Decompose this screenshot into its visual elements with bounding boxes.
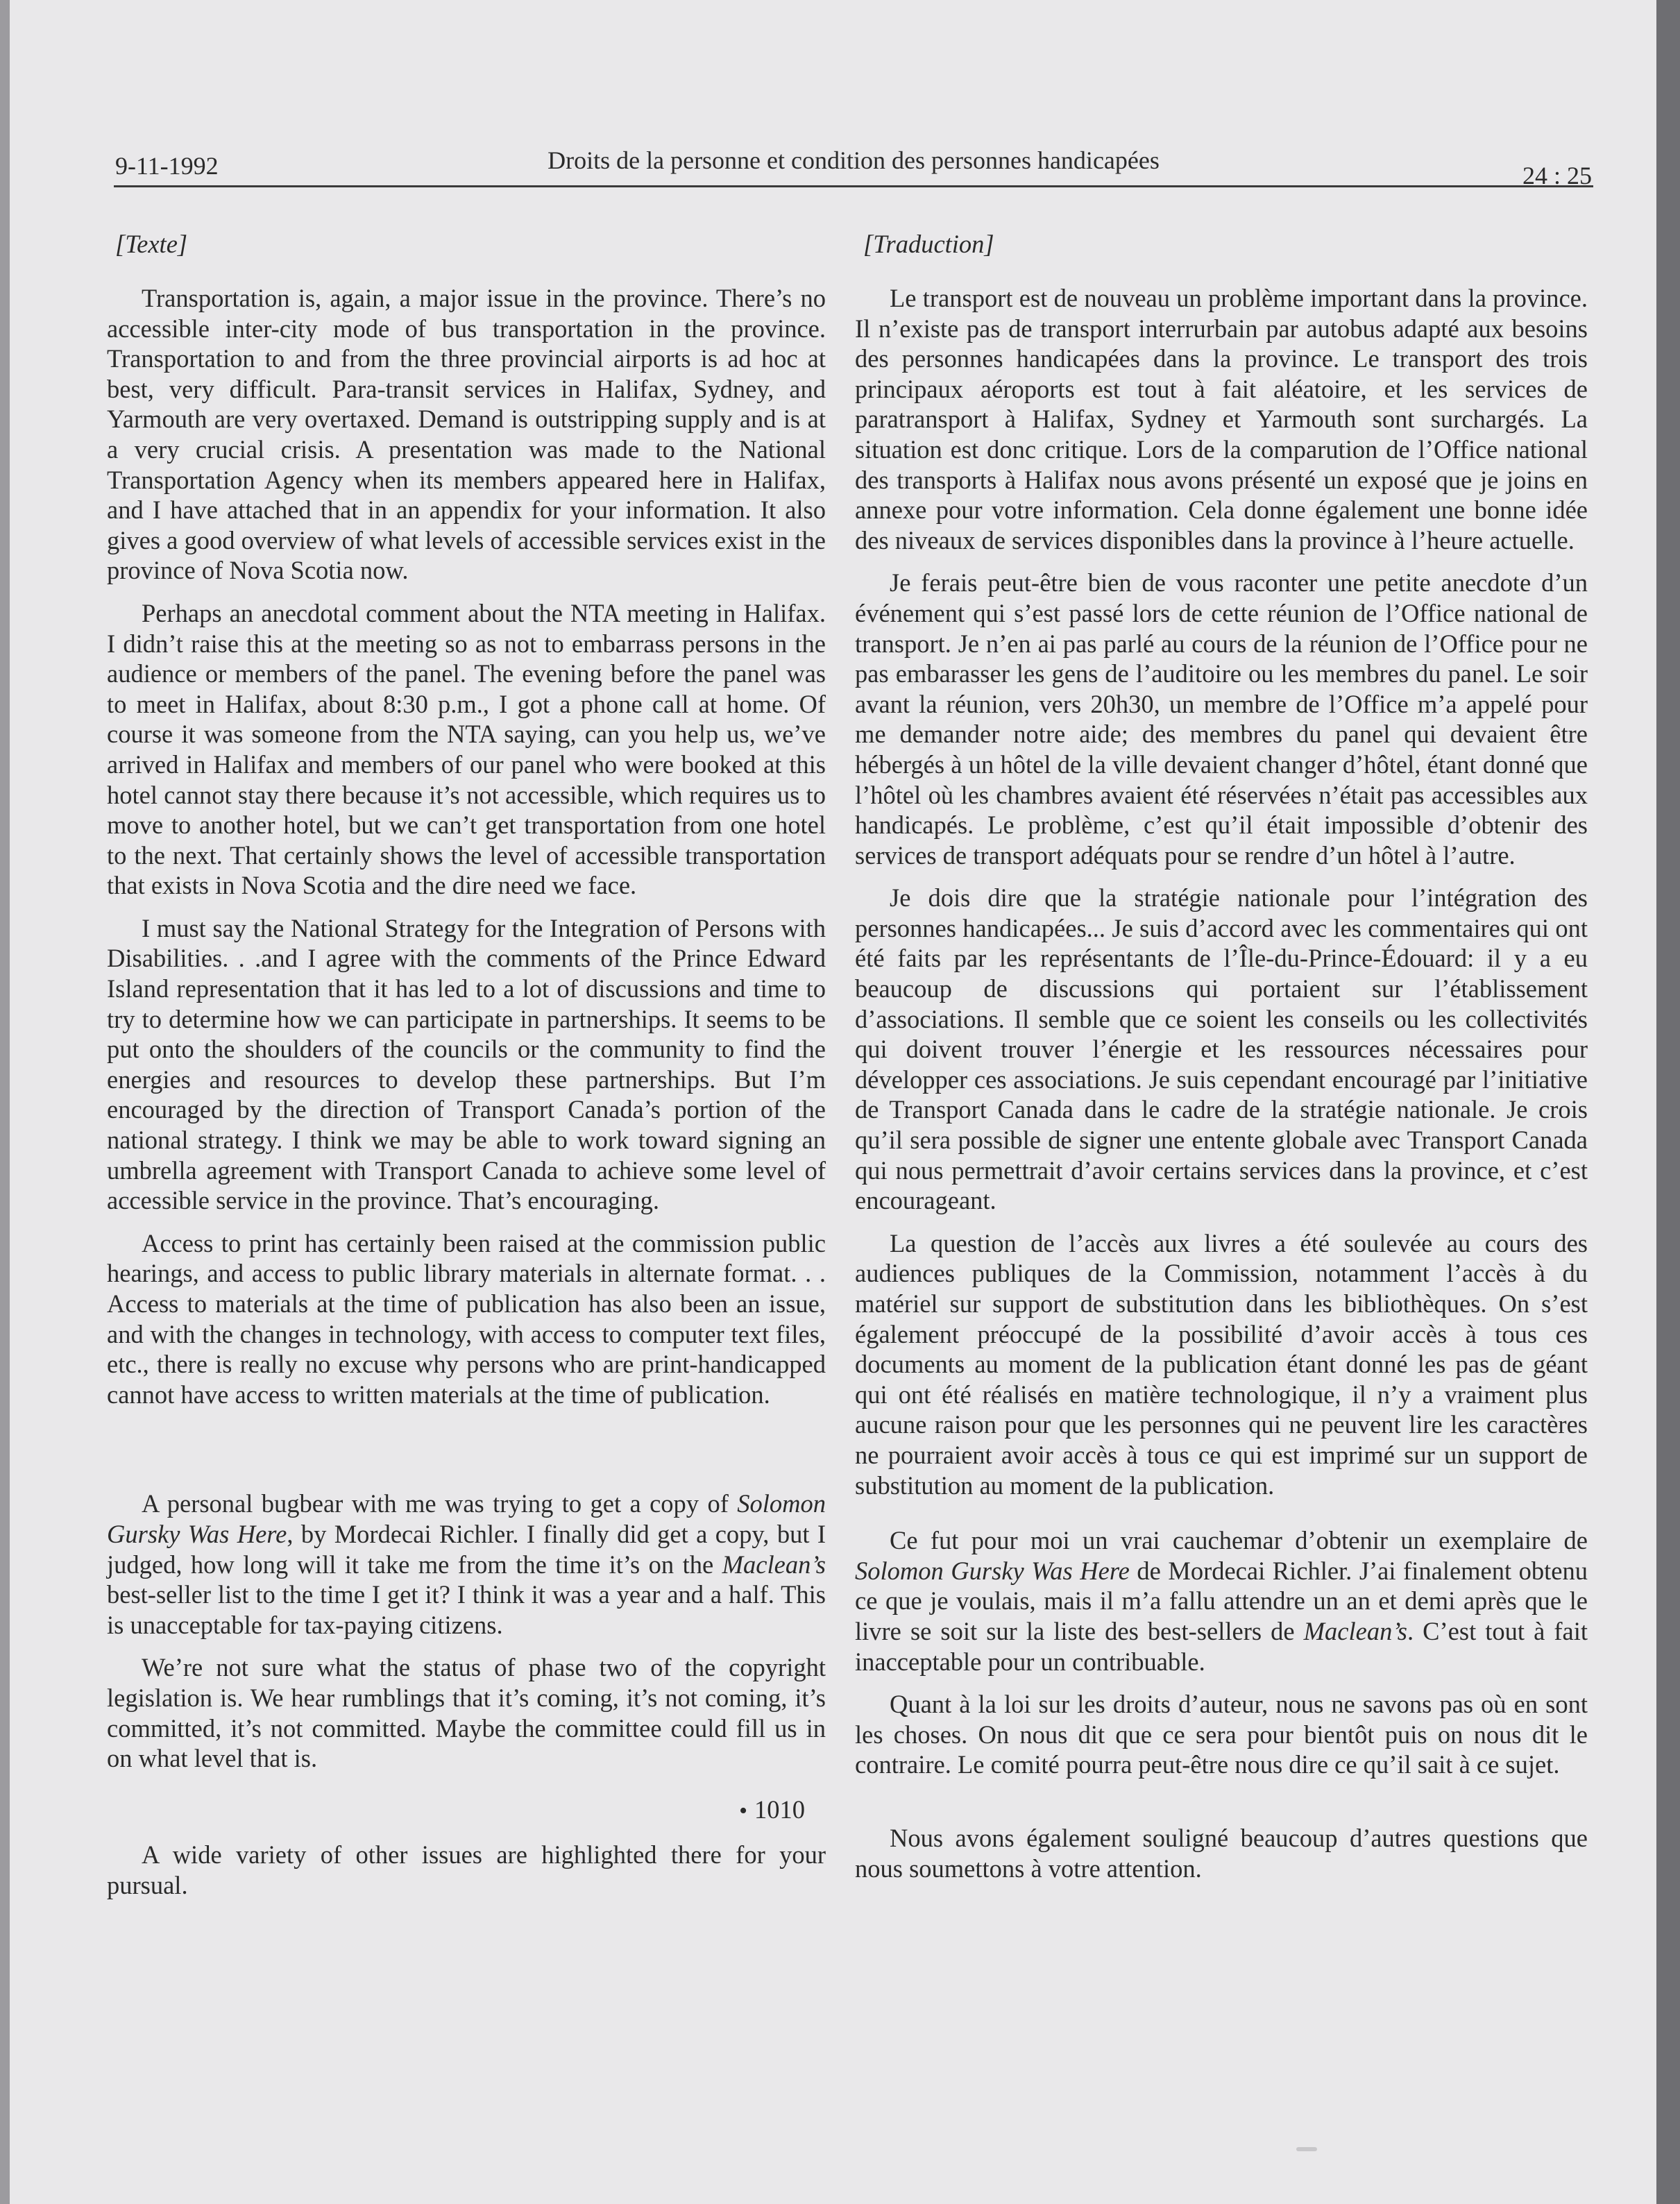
english-p5-text-b: , by Mordecai Richler. I finally did get a copy, but I judged, how long will it take me from the time it’s on the [107, 1519, 826, 1579]
french-p5-text-b: de Mordecai Richler. J’ai finalement obtenu ce que je voulais, mais il m’a fallu attendre un an et demi après que le livre se soit sur la liste des best-sellers de [855, 1556, 1588, 1645]
english-magazine-title: Maclean’s [722, 1550, 826, 1579]
english-paragraph-7: A wide variety of other issues are highlighted there for your pursual. [107, 1840, 826, 1899]
english-paragraph-2: Perhaps an anecdotal comment about the NTA meeting in Halifax. I didn’t raise this at the meeting so as not to embarrass persons in the audience or members of the panel. The evening before the panel was to meet in Halifax, about 8:30 p.m., I got a phone call at home. Of course it was someone from the NTA saying, can you help us, we’ve arrived in Halifax and members of our panel who were booked at this hotel cannot stay there because it’s not accessible, which requires us to move to another hotel, but we can’t get transportation from one hotel to the next. That certainly shows the level of accessible transportation that exists in Nova Scotia and the dire need we face. [107, 598, 826, 900]
english-p5-text-a: A personal bugbear with me was trying to get a copy of [142, 1489, 738, 1518]
french-paragraph-1: Le transport est de nouveau un problème important dans la province. Il n’existe pas de transport interrurbain par autobus adapté aux besoins des personnes handicapées dans la province. Le transport des trois principaux aéroports est tout à fait aléatoire, et les services de paratransport à Halifax, Sydney et Yarmouth sont surchargés. La situation est donc critique. Lors de la comparution de l’Office national des transports à Halifax nous avons présenté un exposé que je joins en annexe pour votre information. Cela donne également une bonne idée des niveaux de services disponibles dans la province à l’heure actuelle. [855, 284, 1588, 554]
french-magazine-title: Maclean’s [1303, 1616, 1407, 1645]
french-paragraph-5 [855, 1525, 1588, 1677]
page-edge-left [0, 0, 10, 2204]
paper-smudge [1296, 2147, 1317, 2151]
french-paragraph-4: La question de l’accès aux livres a été soulevée au cours des audiences publiques de la Commission, notamment l’accès à du matériel sur support de substitution dans les bibliothèques. On s’est également préoccupé de la possibilité d’avoir accès à tous ces documents au moment de la publication étant donné les pas de géant qui ont été réalisés en matière technologique, il n’y a vraiment plus aucune raison pour que les personnes qui ne peuvent lire les caractères ne pourraient avoir accès à tous ce qui est imprimé sur un support de substitution au moment de la publication. [855, 1228, 1588, 1500]
time-marker-value: 1010 [754, 1795, 805, 1824]
english-paragraph-6: We’re not sure what the status of phase two of the copyright legislation is. We hear rumblings that it’s coming, it’s not coming, it’s committed, it’s not committed. Maybe the committee could fill us in on what level that is. [107, 1653, 826, 1773]
french-book-title: Solomon Gursky Was Here [855, 1556, 1130, 1585]
french-column [855, 229, 1588, 1896]
header-title: Droits de la personne et condition des personnes handicapées [548, 146, 1160, 174]
time-marker [107, 1795, 805, 1826]
french-paragraph-6: Quant à la loi sur les droits d’auteur, nous ne savons pas où en sont les choses. On nous dit que ce sera pour bientôt puis on nous dit le contraire. Le comité pourra peut-être nous dire ce qu’il sait à ce sujet. [855, 1690, 1588, 1779]
header-page-number: 24 : 25 [1522, 162, 1592, 189]
english-label: [Texte] [115, 230, 188, 258]
english-column [107, 229, 826, 1913]
english-book-title: Solomon Gursky Was Here [107, 1489, 826, 1548]
english-paragraph-4: Access to print has certainly been raised at the commission public hearings, and access to public library materials in alternate format. . . Access to materials at the time of publication has also been an issue, and with the changes in technology, with access to computer text files, etc., there is really no excuse why persons who are print-handicapped cannot have access to written materials at the time of publication. [107, 1228, 826, 1409]
french-p5-text-a: Ce fut pour moi un vrai cauchemar d’obtenir un exemplaire de [890, 1526, 1588, 1555]
english-paragraph-5 [107, 1489, 826, 1640]
page-edge-right [1656, 0, 1680, 2204]
english-paragraph-1: Transportation is, again, a major issue in the province. There’s no accessible inter-city mode of bus transportation in the province. Transportation to and from the three provincial airports is ad hoc at best, very difficult. Para-transit services in Halifax, Sydney, and Yarmouth are very overtaxed. Demand is outstripping supply and is at a very crucial crisis. A presentation was made to the National Transportation Agency when its members appeared here in Halifax, and I have attached that in an appendix for your information. It also gives a good overview of what levels of accessible services exist in the province of Nova Scotia now. [107, 284, 826, 585]
english-p5-text-c: best-seller list to the time I get it? I think it was a year and a half. This is unacceptable for tax-paying citizens. [107, 1580, 826, 1639]
french-p5-text-c: . C’est tout à fait inacceptable pour un contribuable. [855, 1616, 1588, 1676]
french-label: [Traduction] [863, 230, 994, 258]
english-paragraph-3: I must say the National Strategy for the Integration of Persons with Disabilities. . .and I agree with the comments of the Prince Edward Island representation that it has led to a lot of discussions and time to try to determine how we can participate in partnerships. It seems to be put onto the shoulders of the councils or the community to find the energies and resources to develop these partnerships. But I’m encouraged by the direction of Transport Canada’s portion of the national strategy. I think we may be able to work toward signing an umbrella agreement with Transport Canada to achieve some level of accessible service in the province. That’s encouraging. [107, 913, 826, 1215]
french-paragraph-3: Je dois dire que la stratégie nationale pour l’intégration des personnes handicapées... Je suis d’accord avec les commentaires qui ont été faits par les représentants de l’Île-du-Prince-Édouard: il y a eu beaucoup de discussions qui portaient sur l’établissement d’associations. Il semble que ce soient les conseils ou les collectivités qui doivent trouver l’énergie et les ressources nécessaires pour développer ces associations. Je suis cependant encouragé par l’initiative de Transport Canada dans le cadre de la stratégie nationale. Je crois qu’il sera possible de signer une entente globale avec Transport Canada qui nous permettrait d’avoir certains services dans la province, et c’est encourageant. [855, 883, 1588, 1215]
french-paragraph-2: Je ferais peut-être bien de vous raconter une petite anecdote d’un événement qui s’est passé lors de cette réunion de l’Office national de transport. Je n’en ai pas parlé au cours de la réunion de l’Office pour ne pas embarasser les gens de l’auditoire ou les membres du panel. Le soir avant la réunion, vers 20h30, un membre de l’Office m’a appelé pour me demander notre aide; des membres du panel qui devaient être hébergés à un hôtel de la ville devaient changer d’hôtel, étant donné que l’hôtel où les chambres avaient été réservées n’était pas accessibles aux handicapés. Le problème, c’est qu’il était impossible d’obtenir des services de transport adéquats pour se rendre d’un hôtel à l’autre. [855, 568, 1588, 870]
french-paragraph-7: Nous avons également souligné beaucoup d’autres questions que nous soumettons à votre attention. [855, 1823, 1588, 1883]
header-date: 9-11-1992 [115, 152, 219, 180]
bullet-icon: • [739, 1797, 747, 1824]
page-header [114, 142, 1593, 187]
